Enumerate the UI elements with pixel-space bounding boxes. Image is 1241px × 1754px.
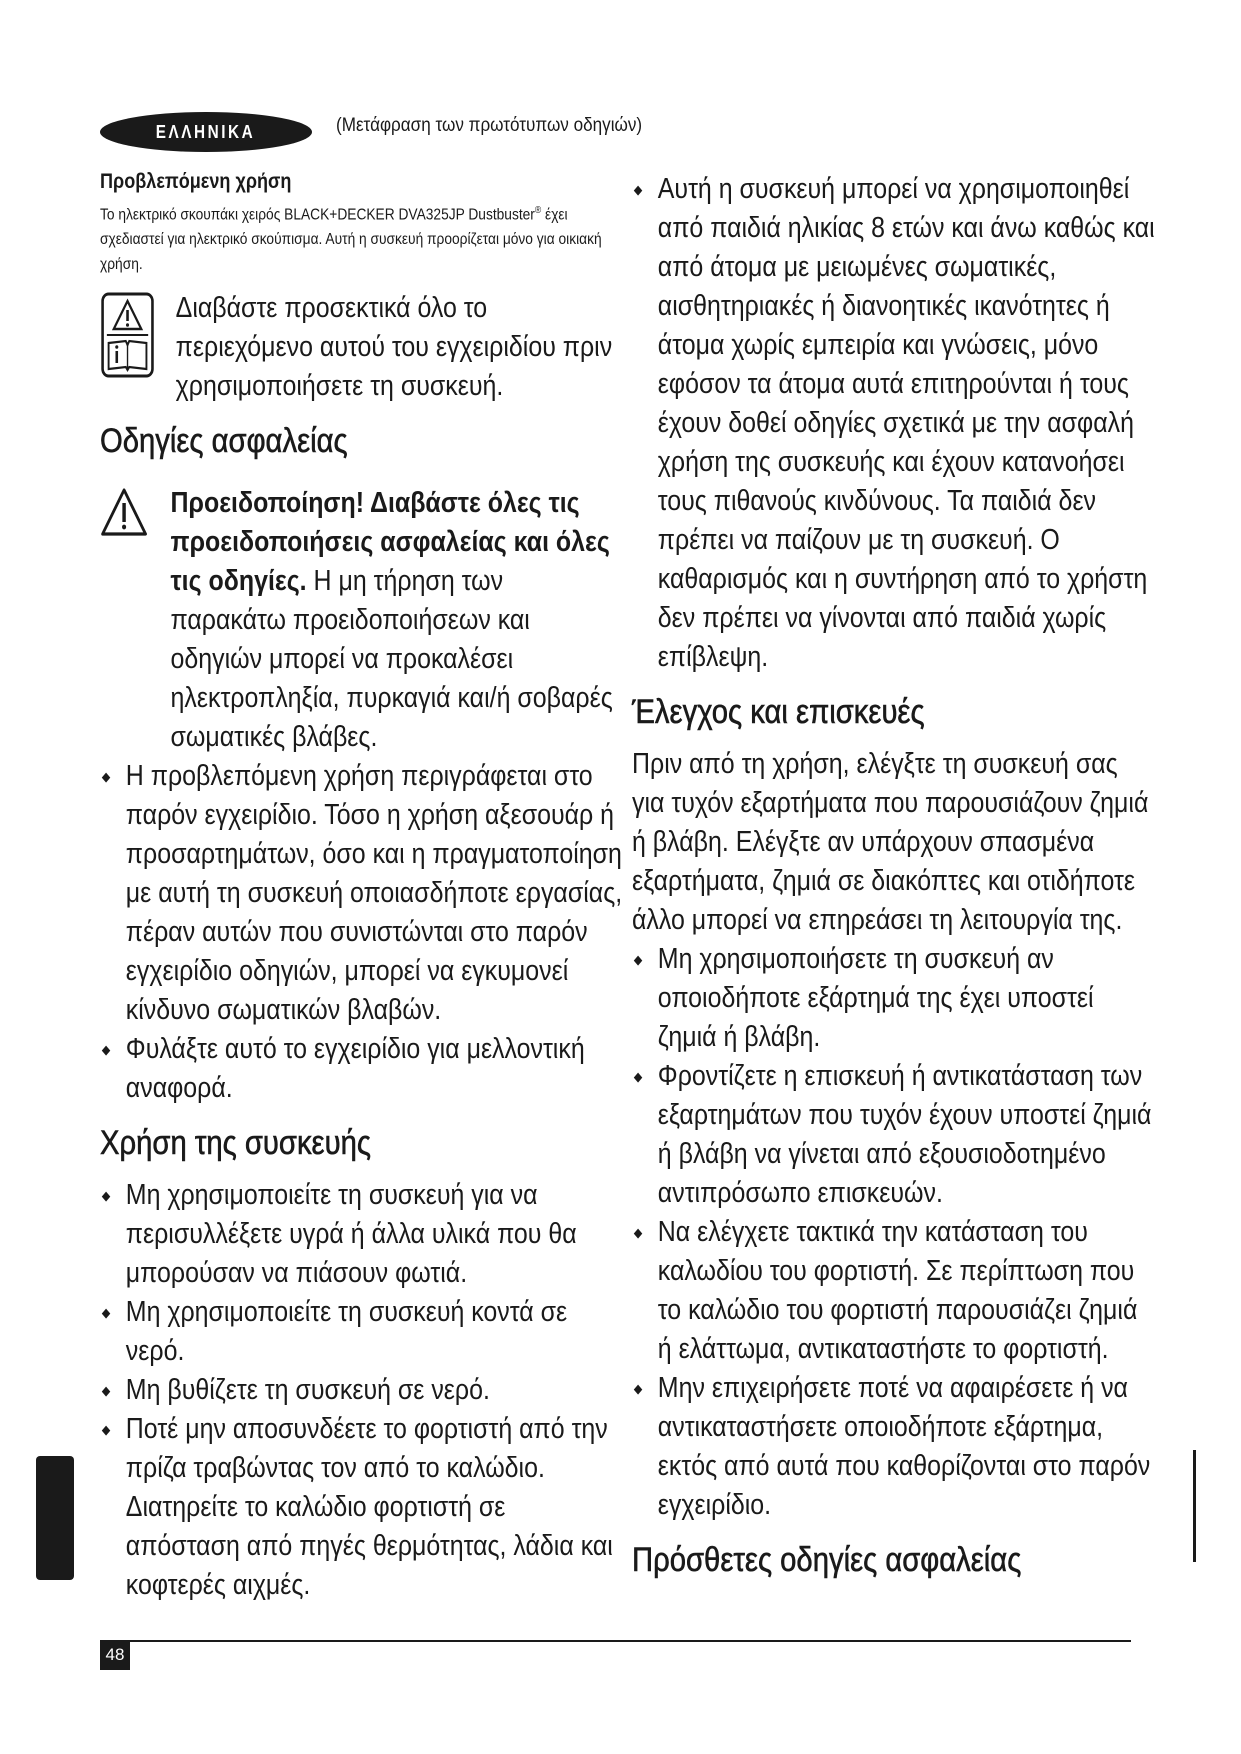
safety-warning (100, 484, 623, 757)
warning-bold-text: Προειδοποίηση! Διαβάστε όλες τις προειδοποιήσεις ασφαλείας και όλες τις οδηγίες. (170, 487, 610, 598)
read-manual-icon (100, 291, 155, 379)
safety-heading: Οδηγίες ασφαλείας (100, 422, 348, 461)
warning-triangle-icon (100, 486, 148, 538)
appliance-use-bullet-list (100, 1176, 623, 1605)
list-item: ◆ Μην επιχειρήσετε ποτέ να αφαιρέσετε ή να αντικαταστήσετε οποιοδήποτε εξάρτημα, εκτός από αυτά που καθορίζονται στο παρόν εγχειρίδιο. (632, 1369, 1155, 1525)
language-label: ΕΛΛΗΝΙΚΑ (156, 121, 256, 142)
additional-safety-heading: Πρόσθετες οδηγίες ασφαλείας (632, 1541, 1022, 1579)
footer-rule (100, 1640, 1131, 1642)
right-margin-bar (1193, 1450, 1196, 1562)
list-item: ◆ Αυτή η συσκευή μπορεί να χρησιμοποιηθεί από παιδιά ηλικίας 8 ετών και άνω καθώς και από άτομα με μειωμένες σωματικές, αισθητηριακές ή διανοητικές ικανότητες ή άτομα χωρίς εμπειρία και γνώσεις, μόνο εφόσον τα άτομα αυτά επιτηρούνται ή τους έχουν δοθεί οδηγίες σχετικά με την ασφαλή χρήση της συσκευής και έχουν κατανοήσει τους πιθανούς κινδύνους. Τα παιδιά δεν πρέπει να παίζουν με τη συσκευή. Ο καθαρισμός και η συντήρηση από το χρήστη δεν πρέπει να γίνονται από παιδιά χωρίς επίβλεψη. (632, 170, 1155, 677)
read-manual-text: Διαβάστε προσεκτικά όλο το περιεχόμενο αυτού του εγχειριδίου πριν χρησιμοποιήσετε τη συσκευή. (175, 292, 613, 403)
translation-note: (Μετάφραση των πρωτότυπων οδηγιών) (336, 115, 643, 136)
intended-use-text-start: Το ηλεκτρικό σκουπάκι χειρός BLACK+DECKER DVA325JP Dustbuster (100, 206, 535, 224)
registered-mark: ® (534, 205, 542, 216)
page-number: 48 (100, 1640, 130, 1670)
intended-use-heading: Προβλεπόμενη χρήση (100, 170, 292, 193)
list-item: ◆ Φροντίζετε η επισκευή ή αντικατάσταση των εξαρτημάτων που τυχόν έχουν υποστεί ζημιά ή βλάβη να γίνεται από εξουσιοδοτημένο αντιπρόσωπο επισκευών. (632, 1057, 1155, 1213)
list-item: ◆ Η προβλεπόμενη χρήση περιγράφεται στο παρόν εγχειρίδιο. Τόσο η χρήση αξεσουάρ ή προσαρτημάτων, όσο και η πραγματοποίηση με αυτή τη συσκευή οποιασδήποτε εργασίας, πέραν αυτών που συνιστώνται στο παρόν εγχειρίδιο οδηγιών, μπορεί να εγκυμονεί κίνδυνο σωματικών βλαβών. (100, 757, 623, 1030)
list-item: ◆ Μη βυθίζετε τη συσκευή σε νερό. (100, 1371, 623, 1410)
inspection-heading: Έλεγχος και επισκευές (632, 693, 925, 731)
intended-use-text-end: έχει σχεδιαστεί για ηλεκτρικό σκούπισμα. Αυτή η συσκευή προορίζεται μόνο για οικιακή χρήση. (100, 206, 602, 274)
side-thumb-tab (36, 1456, 74, 1580)
list-item: ◆ Να ελέγχετε τακτικά την κατάσταση του καλωδίου του φορτιστή. Σε περίπτωση που το καλώδιο του φορτιστή παρουσιάζει ζημιά ή ελάττωμα, αντικαταστήστε το φορτιστή. (632, 1213, 1155, 1369)
read-manual-notice (100, 289, 623, 406)
inspection-bullet-list (632, 940, 1155, 1525)
appliance-use-bullet-list-continued (632, 170, 1155, 677)
inspection-intro: Πριν από τη χρήση, ελέγξτε τη συσκευή σας για τυχόν εξαρτήματα που παρουσιάζουν ζημιά ή βλάβη. Ελέγξτε αν υπάρχουν σπασμένα εξαρτήματα, ζημιά σε διακόπτες και οτιδήποτε άλλο μπορεί να επηρεάσει τη λειτουργία της. (632, 748, 1149, 936)
list-item: ◆ Φυλάξτε αυτό το εγχειρίδιο για μελλοντική αναφορά. (100, 1030, 623, 1108)
list-item: ◆ Μη χρησιμοποιείτε τη συσκευή κοντά σε νερό. (100, 1293, 623, 1371)
list-item: ◆ Μη χρησιμοποιήσετε τη συσκευή αν οποιοδήποτε εξάρτημά της έχει υποστεί ζημιά ή βλάβη. (632, 940, 1155, 1057)
intended-use-text (100, 198, 623, 277)
list-item: ◆ Μη χρησιμοποιείτε τη συσκευή για να περισυλλέξετε υγρά ή άλλα υλικά που θα μπορούσαν να πιάσουν φωτιά. (100, 1176, 623, 1293)
warning-text (171, 484, 623, 757)
safety-bullet-list (100, 757, 623, 1108)
appliance-use-heading: Χρήση της συσκευής (100, 1124, 371, 1163)
left-column (100, 170, 623, 1605)
list-item: ◆ Ποτέ μην αποσυνδέετε το φορτιστή από την πρίζα τραβώντας τον από το καλώδιο. Διατηρείτε το καλώδιο φορτιστή σε απόσταση από πηγές θερμότητας, λάδια και κοφτερές αιχμές. (100, 1410, 623, 1605)
right-column (632, 170, 1155, 1593)
warning-rest-text: Η μη τήρηση των παρακάτω προειδοποιήσεων και οδηγιών μπορεί να προκαλέσει ηλεκτροπληξία, πυρκαγιά και/ή σοβαρές σωματικές βλάβες. (170, 565, 613, 754)
language-badge (100, 112, 312, 152)
